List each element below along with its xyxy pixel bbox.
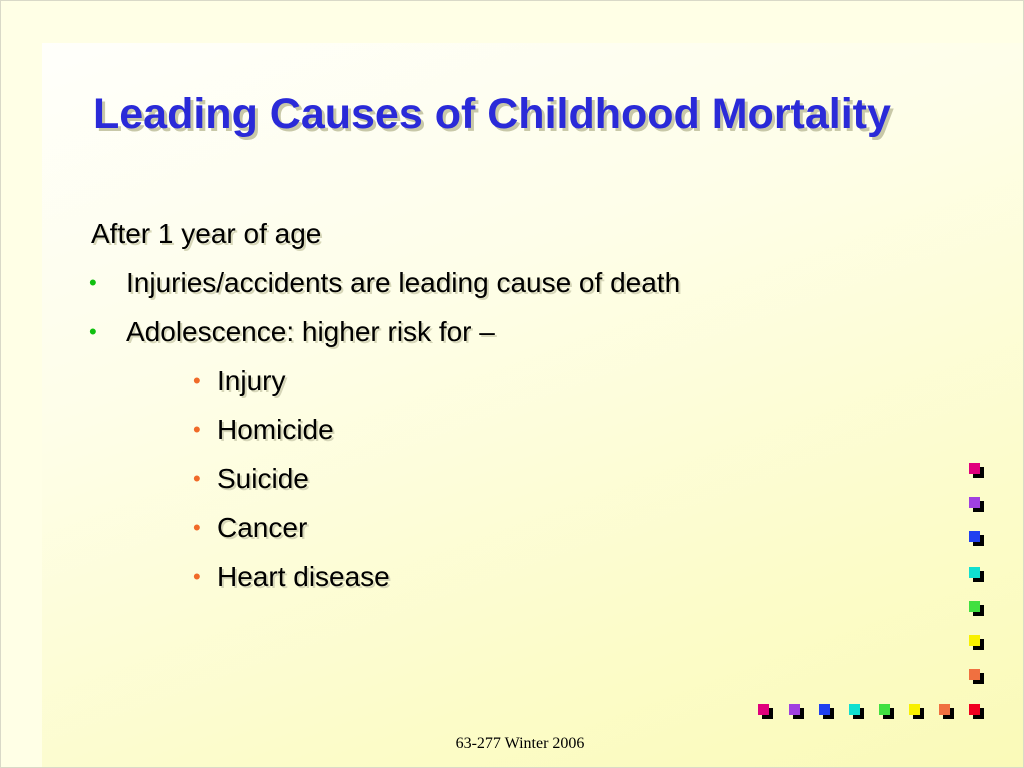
bullet-item: Injuries/accidents are leading cause of death	[126, 267, 681, 298]
decor-square	[969, 601, 980, 612]
decor-square	[789, 704, 800, 715]
decor-square	[969, 531, 980, 542]
slide-footer: 63-277 Winter 2006	[455, 735, 585, 752]
decor-square	[969, 704, 980, 715]
slide-background-panel	[42, 43, 1024, 768]
sub-bullet-item: Suicide	[217, 463, 309, 494]
decor-square	[879, 704, 890, 715]
sub-bullet-item: Injury	[217, 365, 286, 396]
decor-square	[969, 669, 980, 680]
bullet-glyph: •	[89, 319, 97, 344]
decor-square	[969, 567, 980, 578]
decor-square	[939, 704, 950, 715]
sub-bullet-glyph: •	[193, 368, 201, 393]
slide-title: Leading Causes of Childhood Mortality	[93, 90, 891, 138]
sub-bullet-glyph: •	[193, 466, 201, 491]
intro-text: After 1 year of age	[91, 218, 322, 249]
sub-bullet-glyph: •	[193, 564, 201, 589]
decor-square	[849, 704, 860, 715]
sub-bullet-item: Heart disease	[217, 561, 390, 592]
sub-bullet-item: Cancer	[217, 512, 308, 543]
decor-square	[969, 463, 980, 474]
decor-square	[969, 497, 980, 508]
decor-square	[758, 704, 769, 715]
bullet-glyph: •	[89, 270, 97, 295]
bullet-item: Adolescence: higher risk for –	[126, 316, 495, 347]
sub-bullet-glyph: •	[193, 417, 201, 442]
sub-bullet-item: Homicide	[217, 414, 334, 445]
decor-square	[909, 704, 920, 715]
decor-square	[969, 635, 980, 646]
decor-square	[819, 704, 830, 715]
sub-bullet-glyph: •	[193, 515, 201, 540]
